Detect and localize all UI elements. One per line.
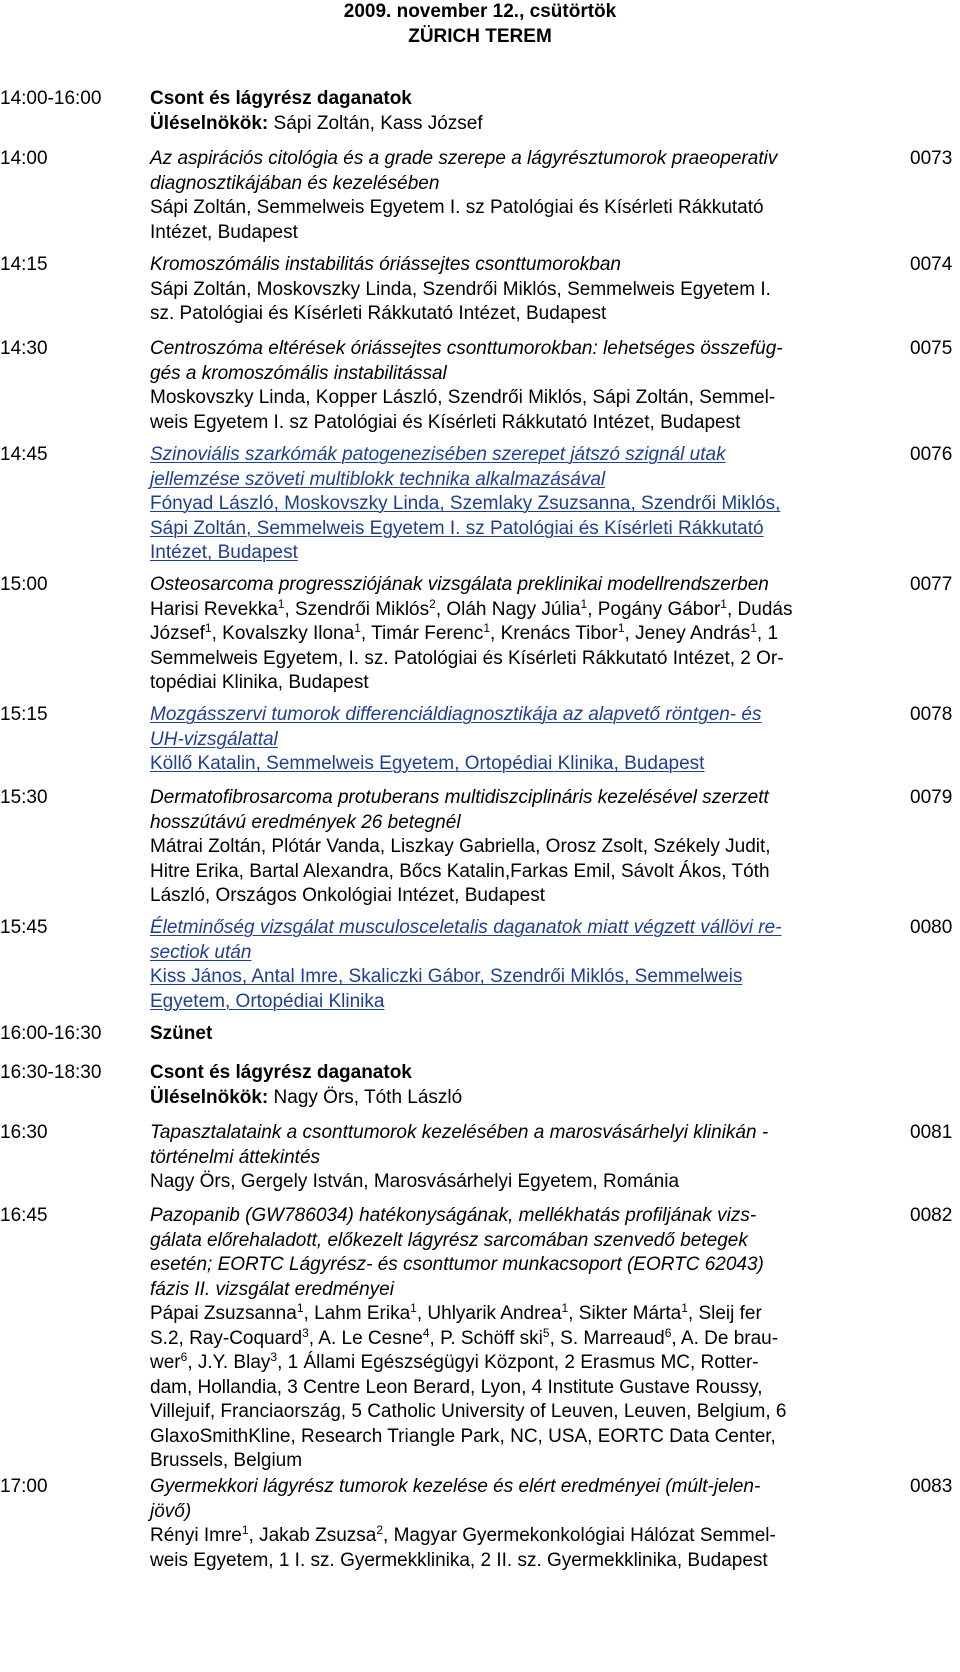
talk-title: Tapasztalataink a csonttumorok kezelésében a marosvásárhelyi klinikán -	[150, 1122, 769, 1143]
talk-authors: Rényi Imre$^1$, Jakab Zsuzsa$^2$, Magyar Gyermekonkológiai Hálózat Semmel-	[150, 1523, 776, 1546]
abstract-code: 0080	[910, 917, 953, 938]
room-title: ZÜRICH TEREM	[408, 25, 552, 47]
talk-time: 15:30	[0, 787, 48, 808]
talk-title: Az aspirációs citológia és a grade szerepe a lágyrésztumorok praeoperativ	[150, 148, 778, 169]
talk-authors: Sápi Zoltán, Semmelweis Egyetem I. sz Patológiai és Kísérleti Rákkutató	[150, 197, 764, 218]
talk-time: 14:15	[0, 254, 48, 275]
session-chairs: Üléselnökök: Sápi Zoltán, Kass József	[150, 112, 483, 134]
session-chairs: Üléselnökök: Nagy Örs, Tóth László	[150, 1086, 463, 1108]
talk-title: Pazopanib (GW786034) hatékonyságának, mellékhatás profiljának vizs-	[150, 1205, 757, 1226]
talk-authors: sz. Patológiai és Kísérleti Rákkutató Intézet, Budapest	[150, 303, 607, 324]
abstract-code: 0074	[910, 254, 953, 275]
talk-time: 15:15	[0, 704, 48, 725]
talk-time: 15:00	[0, 574, 48, 595]
talk-time: 16:30	[0, 1122, 48, 1143]
talk-authors-link[interactable]: Intézet, Budapest	[150, 542, 298, 563]
talk-time: 14:30	[0, 338, 48, 359]
talk-title-link[interactable]: Mozgásszervi tumorok differenciáldiagnosztikája az alapvető röntgen- és	[150, 704, 762, 725]
talk-authors: László, Országos Onkológiai Intézet, Budapest	[150, 885, 546, 906]
talk-time: 16:45	[0, 1205, 48, 1226]
abstract-code: 0081	[910, 1122, 953, 1143]
talk-title: Osteosarcoma progressziójának vizsgálata preklinikai modellrendszerben	[150, 574, 769, 595]
talk-authors-link[interactable]: Fónyad László, Moskovszky Linda, Szemlaky Zsuzsanna, Szendrői Miklós,	[150, 493, 781, 514]
talk-authors-link[interactable]: Köllő Katalin, Semmelweis Egyetem, Ortopédiai Klinika, Budapest	[150, 753, 705, 774]
talk-authors: Hitre Erika, Bartal Alexandra, Bőcs Katalin,Farkas Emil, Sávolt Ákos, Tóth	[150, 860, 770, 882]
talk-authors: József$^1$, Kovalszky Ilona$^1$, Timár Ferenc$^1$, Krenács Tibor$^1$, Jeney András$^1$, 1	[150, 621, 779, 644]
talk-title: történelmi áttekintés	[150, 1146, 321, 1168]
abstract-code: 0082	[910, 1205, 953, 1226]
talk-affiliation: Villejuif, Franciaország, 5 Catholic University of Leuven, Leuven, Belgium, 6	[150, 1401, 787, 1422]
talk-title: Centroszóma eltérések óriássejtes csonttumorokban: lehetséges összefüg-	[150, 338, 783, 359]
abstract-code: 0083	[910, 1476, 953, 1497]
talk-title-link[interactable]: UH-vizsgálattal	[150, 728, 278, 750]
talk-time: 14:45	[0, 444, 48, 465]
talk-affiliation: Brussels, Belgium	[150, 1450, 303, 1471]
page-header	[0, 0, 960, 49]
talk-affiliation: dam, Hollandia, 3 Centre Leon Berard, Lyon, 4 Institute Gustave Roussy,	[150, 1376, 763, 1398]
abstract-code: 0076	[910, 444, 953, 465]
talk-affiliation: topédiai Klinika, Budapest	[150, 672, 369, 693]
talk-authors: Mátrai Zoltán, Plótár Vanda, Liszkay Gabriella, Orosz Zsolt, Székely Judit,	[150, 836, 771, 857]
abstract-code: 0075	[910, 338, 953, 359]
talk-authors: Harisi Revekka$^1$, Szendrői Miklós$^2$, Oláh Nagy Júlia$^1$, Pogány Gábor$^1$, Dudás	[150, 596, 793, 620]
talk-title: Gyermekkori lágyrész tumorok kezelése és elért eredményei (múlt-jelen-	[150, 1476, 761, 1497]
talk-affiliation: GlaxoSmithKline, Research Triangle Park, NC, USA, EORTC Data Center,	[150, 1425, 776, 1447]
talk-authors-link[interactable]: Egyetem, Ortopédiai Klinika	[150, 990, 385, 1012]
talk-title: jövő)	[150, 1500, 192, 1522]
talk-title: diagnosztikájában és kezelésében	[150, 172, 440, 194]
talk-authors-link[interactable]: Sápi Zoltán, Semmelweis Egyetem I. sz Patológiai és Kísérleti Rákkutató	[150, 517, 764, 539]
talk-title: gés a kromoszómális instabilitással	[150, 362, 447, 384]
talk-title-link[interactable]: Életminőség vizsgálat musculosceletalis daganatok miatt végzett vállövi re-	[150, 917, 782, 938]
talk-title-link[interactable]: sectiok után	[150, 941, 252, 963]
talk-title: gálata előrehaladott, előkezelt lágyrész sarcomában szenvedő betegek	[150, 1229, 748, 1251]
break-time: 16:00-16:30	[0, 1023, 102, 1044]
talk-authors: weis Egyetem I. sz Patológiai és Kísérleti Rákkutató Intézet, Budapest	[150, 411, 741, 433]
talk-affiliation: weis Egyetem, 1 I. sz. Gyermekklinika, 2 II. sz. Gyermekklinika, Budapest	[150, 1549, 768, 1571]
talk-authors: Sápi Zoltán, Moskovszky Linda, Szendrői Miklós, Semmelweis Egyetem I.	[150, 278, 771, 300]
page-date: 2009. november 12., csütörtök	[343, 1, 617, 22]
talk-title: esetén; EORTC Lágyrész- és csonttumor munkacsoport (EORTC 62043)	[150, 1254, 764, 1275]
talk-title: fázis II. vizsgálat eredményei	[150, 1278, 394, 1300]
talk-authors: S.2, Ray-Coquard$^3$, A. Le Cesne$^4$, P. Schöff ski$^5$, S. Marreaud$^6$, A. De brau-	[150, 1325, 779, 1349]
abstract-code: 0077	[910, 574, 953, 595]
talk-authors: Pápai Zsuzsanna$^1$, Lahm Erika$^1$, Uhlyarik Andrea$^1$, Sikter Márta$^1$, Sleij fer	[150, 1301, 762, 1324]
talk-title: Dermatofibrosarcoma protuberans multidiszciplináris kezelésével szerzett	[150, 787, 769, 808]
session-time: 14:00-16:00	[0, 88, 102, 109]
talk-authors: wer$^6$, J.Y. Blay$^3$, 1 Állami Egészségügyi Központ, 2 Erasmus MC, Rotter-	[150, 1350, 759, 1373]
talk-authors: Intézet, Budapest	[150, 221, 298, 243]
abstract-code: 0079	[910, 787, 953, 808]
break-label: Szünet	[150, 1023, 213, 1044]
abstract-code: 0073	[910, 148, 953, 169]
talk-authors: Moskovszky Linda, Kopper László, Szendrői Miklós, Sápi Zoltán, Semmel-	[150, 387, 776, 408]
talk-time: 17:00	[0, 1476, 48, 1497]
talk-title-link[interactable]: jellemzése szöveti multiblokk technika alkalmazásával	[150, 468, 606, 490]
session-time: 16:30-18:30	[0, 1062, 102, 1083]
talk-time: 14:00	[0, 148, 48, 169]
session-title: Csont és lágyrész daganatok	[150, 1062, 412, 1083]
session-title: Csont és lágyrész daganatok	[150, 88, 412, 109]
talk-title: hosszútávú eredmények 26 betegnél	[150, 811, 461, 833]
talk-title: Kromoszómális instabilitás óriássejtes csonttumorokban	[150, 254, 621, 275]
talk-title-link[interactable]: Szinoviális szarkómák patogenezisében szerepet játszó szignál utak	[150, 444, 726, 465]
talk-affiliation: Semmelweis Egyetem, I. sz. Patológiai és Kísérleti Rákkutató Intézet, 2 Or-	[150, 647, 784, 669]
talk-authors: Nagy Örs, Gergely István, Marosvásárhelyi Egyetem, Románia	[150, 1171, 680, 1192]
talk-authors-link[interactable]: Kiss János, Antal Imre, Skaliczki Gábor, Szendrői Miklós, Semmelweis	[150, 966, 743, 987]
abstract-code: 0078	[910, 704, 953, 725]
talk-time: 15:45	[0, 917, 48, 938]
